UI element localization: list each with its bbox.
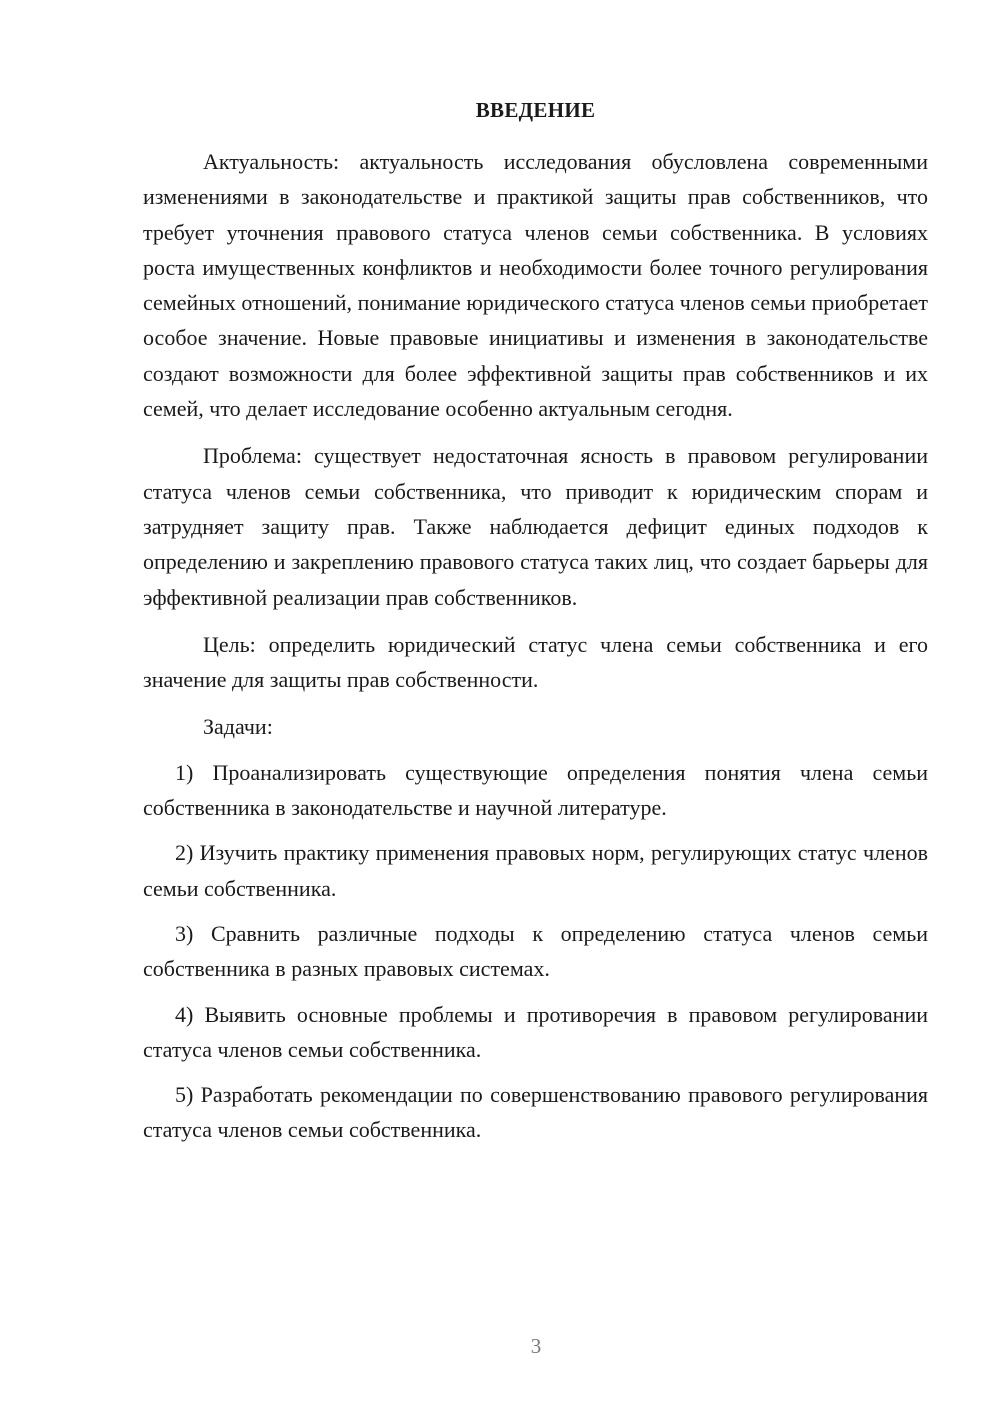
task-item-1: 1) Проанализировать существующие определения понятия члена семьи собственника в законодательстве и научной литературе.: [143, 759, 928, 821]
task-item-5: 5) Разработать рекомендации по совершенствованию правового регулирования статуса членов семьи собственника.: [143, 1082, 928, 1143]
goal-paragraph: Цель: определить юридический статус члена семьи собственника и его значение для защиты прав собственности.: [143, 631, 928, 693]
page-content: [143, 96, 928, 1148]
task-item-2: 2) Изучить практику применения правовых норм, регулирующих статус членов семьи собственника.: [143, 840, 928, 901]
problem-paragraph: Проблема: существует недостаточная ясность в правовом регулировании статуса членов семьи собственника, что приводит к юридическим спорам и затрудняет защиту прав. Также наблюдается дефицит единых подходов к определению и закреплению правового статуса таких лиц, что создает барьеры для эффективной реализации прав собственников.: [143, 443, 928, 610]
section-title: ВВЕДЕНИЕ: [475, 98, 596, 122]
tasks-label: Задачи:: [203, 714, 273, 740]
task-item-3: 3) Сравнить различные подходы к определению статуса членов семьи собственника в разных правовых системах.: [143, 920, 928, 982]
task-item-4: 4) Выявить основные проблемы и противоречия в правовом регулировании статуса членов семьи собственника.: [143, 1001, 928, 1062]
relevance-paragraph: Актуальность: актуальность исследования обусловлена современными изменениями в законодательстве и практикой защиты прав собственников, что требует уточнения правового статуса членов семьи собственника. В условиях роста имущественных конфликтов и необходимости более точного регулирования семейных отношений, понимание юридического статуса членов семьи приобретает особое значение. Новые правовые инициативы и изменения в законодательстве создают возможности для более эффективной защиты прав собственников и их семей, что делает исследование особенно актуальным сегодня.: [143, 149, 928, 422]
page-number: 3: [530, 1334, 542, 1358]
